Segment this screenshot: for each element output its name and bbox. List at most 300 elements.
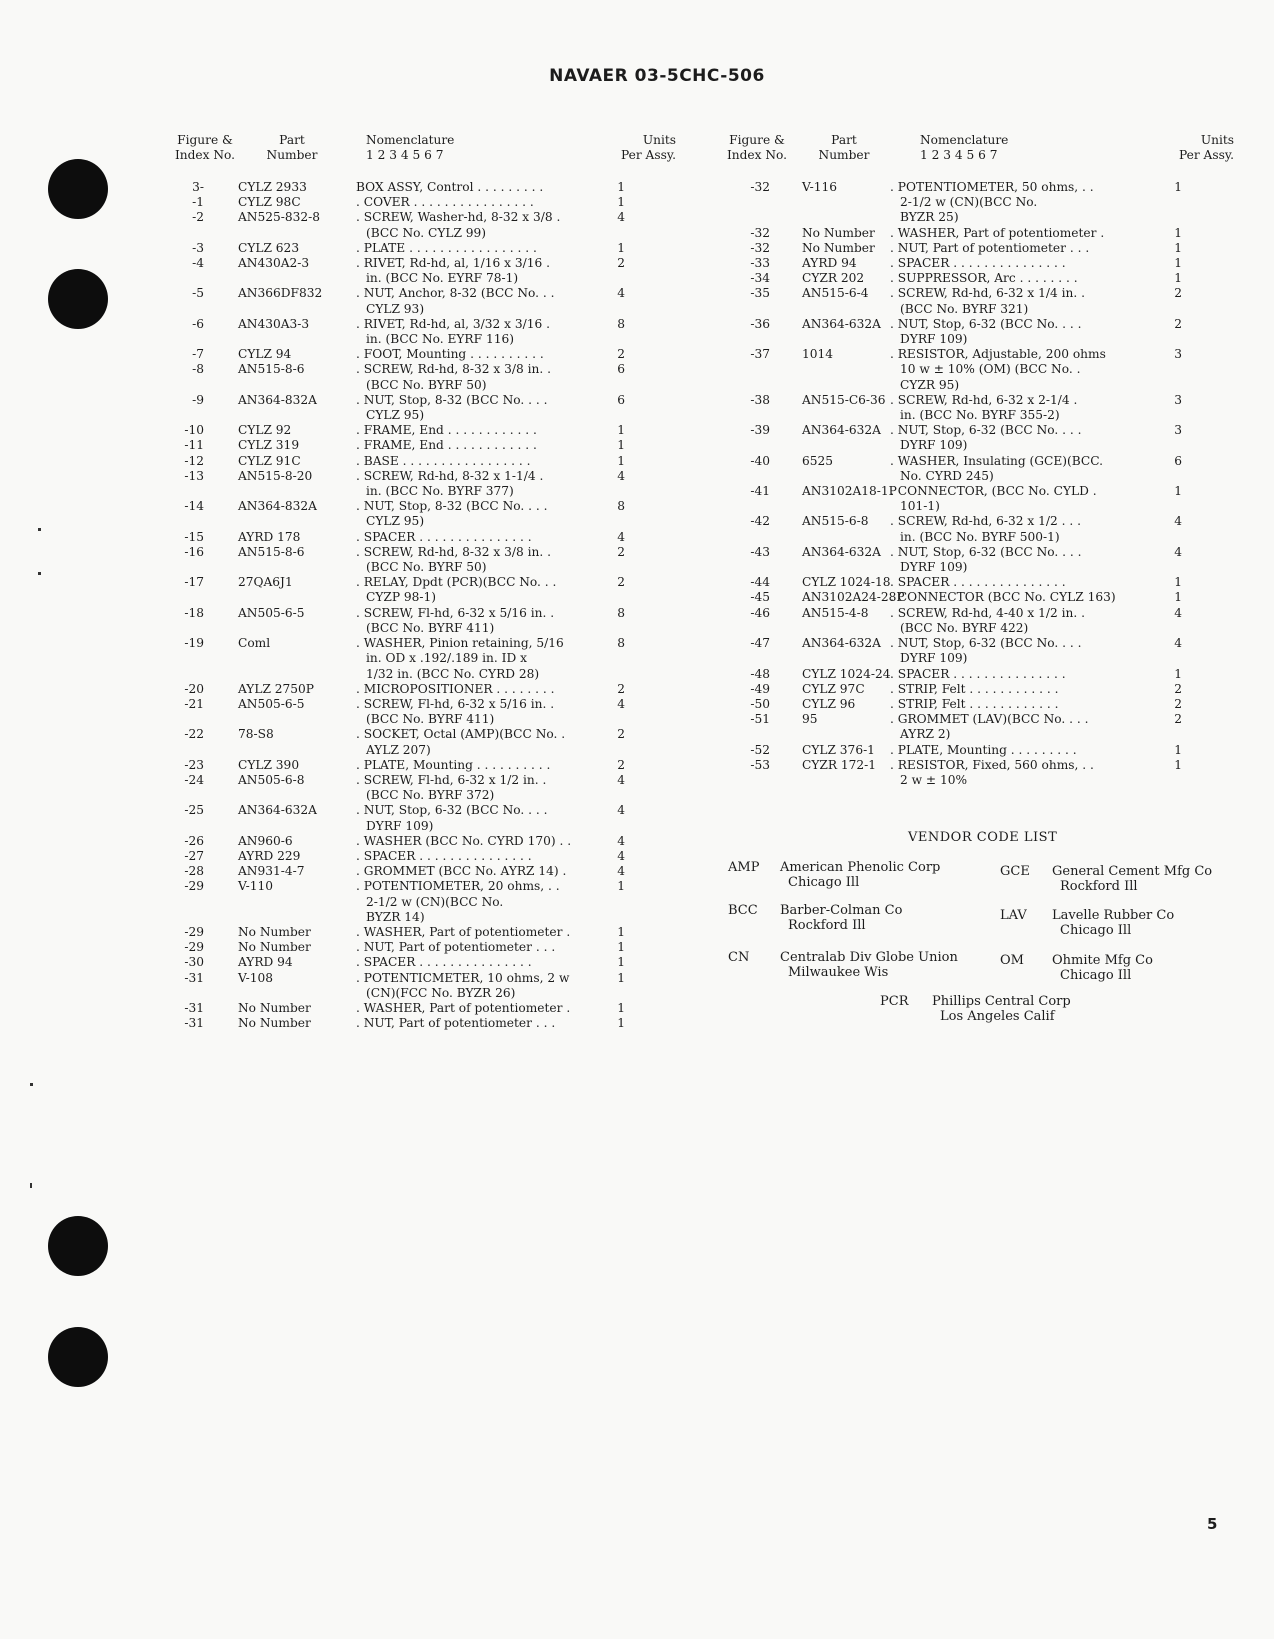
part-number: CYLZ 98C [238, 195, 301, 210]
nomenclature-line: . NUT, Stop, 6-32 (BCC No. . . . [356, 803, 548, 818]
units-per-assy: 1 [617, 423, 625, 438]
nomenclature-line: . WASHER, Part of potentiometer . [356, 924, 571, 939]
units-per-assy: 4 [1174, 605, 1182, 620]
part-number: CYLZ 319 [238, 438, 300, 453]
table-row [722, 636, 1232, 666]
part-number: CYLZ 623 [238, 240, 300, 255]
nomenclature-line: . WASHER (BCC No. CYRD 170) . . [356, 833, 572, 848]
vendor-name: General Cement Mfg Co [1052, 864, 1213, 879]
part-number: AN430A2-3 [238, 256, 310, 271]
nomenclature-line: . NUT, Part of potentiometer . . . [356, 1016, 556, 1031]
units-per-assy: 1 [617, 453, 625, 468]
table-row [170, 286, 680, 316]
nomenclature-line: . SCREW, Fl-hd, 6-32 x 5/16 in. . [356, 605, 555, 620]
units-per-assy: 3 [1174, 392, 1182, 407]
table-row [170, 773, 680, 803]
nomenclature [356, 1016, 596, 1031]
table-row [170, 530, 680, 545]
figure-index: -20 [184, 681, 204, 696]
vendor-code: BCC [728, 903, 758, 918]
nomenclature [356, 697, 596, 727]
part-number: AN430A3-3 [238, 316, 310, 331]
table-row [722, 712, 1232, 742]
table-row [722, 317, 1232, 347]
nomenclature-line: . WASHER, Part of potentiometer . [356, 1000, 571, 1015]
vendor-location: Chicago Ill [1060, 923, 1132, 938]
figure-index: -3 [192, 240, 204, 255]
nomenclature [356, 925, 596, 940]
page-number: 5 [1207, 1515, 1218, 1533]
nomenclature-line: . SCREW, Fl-hd, 6-32 x 1/2 in. . [356, 772, 547, 787]
nomenclature-line: . SCREW, Fl-hd, 6-32 x 5/16 in. . [356, 696, 555, 711]
nomenclature [356, 393, 596, 423]
figure-index: -41 [750, 484, 770, 499]
units-per-assy: 1 [1174, 742, 1182, 757]
figure-index: -30 [184, 955, 204, 970]
nomenclature-line: (BCC No. CYLZ 99) [366, 225, 487, 240]
units-per-assy: 4 [617, 848, 625, 863]
table-row [170, 879, 680, 925]
nomenclature-line: CYZP 98-1) [366, 590, 437, 605]
figure-index: -11 [184, 438, 204, 453]
nomenclature [890, 743, 1142, 758]
units-per-assy: 2 [1174, 681, 1182, 696]
units-per-assy: 8 [617, 499, 625, 514]
table-row [170, 575, 680, 605]
vendor-code: AMP [728, 860, 760, 875]
part-number: AN515-8-20 [238, 468, 313, 483]
nomenclature-line: (BCC No. BYRF 411) [366, 620, 495, 635]
nomenclature-line: . NUT, Stop, 6-32 (BCC No. . . . [890, 423, 1082, 438]
part-number: AN364-632A [802, 423, 881, 438]
figure-index: -45 [750, 590, 770, 605]
part-number: CYLZ 92 [238, 423, 292, 438]
nomenclature [890, 454, 1142, 484]
table-row [170, 438, 680, 453]
nomenclature-line: . WASHER, Part of potentiometer . [890, 225, 1105, 240]
table-row [170, 362, 680, 392]
nomenclature [356, 955, 596, 970]
nomenclature-line: . SCREW, Washer-hd, 8-32 x 3/8 . [356, 210, 561, 225]
parts-table-body [170, 180, 680, 1031]
vendor-name: Phillips Central Corp [932, 994, 1071, 1009]
vendor-code-list-title: VENDOR CODE LIST [908, 830, 1058, 845]
nomenclature-line: . POTENTICMETER, 10 ohms, 2 w [356, 970, 570, 985]
table-row [722, 393, 1232, 423]
nomenclature-line: . CONNECTOR (BCC No. CYLZ 163) [890, 590, 1116, 605]
nomenclature [890, 697, 1142, 712]
nomenclature-line: . SPACER . . . . . . . . . . . . . . . [890, 575, 1066, 590]
units-per-assy: 1 [617, 180, 625, 194]
units-per-assy: 6 [617, 392, 625, 407]
figure-index: -44 [750, 575, 770, 590]
part-number: CYLZ 376-1 [802, 742, 875, 757]
table-row [170, 849, 680, 864]
table-row [170, 423, 680, 438]
part-number: AN364-832A [238, 499, 317, 514]
nomenclature-line: DYRF 109) [900, 560, 968, 575]
nomenclature-line: . POTENTIOMETER, 50 ohms, . . [890, 180, 1094, 194]
nomenclature [356, 727, 596, 757]
table-row [170, 545, 680, 575]
units-per-assy: 8 [617, 636, 625, 651]
nomenclature-line: 2-1/2 w (CN)(BCC No. [900, 195, 1038, 210]
nomenclature [356, 879, 596, 925]
part-number: AN364-632A [802, 544, 881, 559]
nomenclature [890, 241, 1142, 256]
vendor-code: OM [1000, 953, 1024, 968]
nomenclature-line: . RESISTOR, Fixed, 560 ohms, . . [890, 757, 1094, 772]
nomenclature [890, 606, 1142, 636]
units-per-assy: 1 [1174, 256, 1182, 271]
part-number: V-116 [802, 180, 838, 194]
table-row [170, 971, 680, 1001]
nomenclature-line: DYRF 109) [900, 651, 968, 666]
units-per-assy: 2 [1174, 696, 1182, 711]
nomenclature [356, 286, 596, 316]
part-number: Coml [238, 636, 271, 651]
units-per-assy: 1 [617, 879, 625, 894]
column-headers [722, 133, 1232, 167]
table-row [170, 347, 680, 362]
units-per-assy: 2 [1174, 712, 1182, 727]
units-per-assy: 4 [1174, 636, 1182, 651]
nomenclature-line: in. (BCC No. BYRF 500-1) [900, 529, 1060, 544]
figure-index: -18 [184, 605, 204, 620]
part-number: AN364-632A [238, 803, 317, 818]
header-figure: Figure & Index No. [174, 133, 236, 163]
figure-index: -43 [750, 544, 770, 559]
figure-index: -12 [184, 453, 204, 468]
nomenclature-line: . SCREW, Rd-hd, 4-40 x 1/2 in. . [890, 605, 1085, 620]
table-row [170, 454, 680, 469]
nomenclature [890, 317, 1142, 347]
table-row [170, 758, 680, 773]
units-per-assy: 1 [617, 1016, 625, 1031]
figure-index: -5 [192, 286, 204, 301]
nomenclature-line: BYZR 25) [900, 210, 959, 225]
figure-index: -19 [184, 636, 204, 651]
part-number: AN366DF832 [238, 286, 323, 301]
vendor-name: Lavelle Rubber Co [1052, 908, 1175, 923]
nomenclature-line: . SCREW, Rd-hd, 6-32 x 2-1/4 . [890, 392, 1078, 407]
units-per-assy: 1 [617, 955, 625, 970]
figure-index: -1 [192, 195, 204, 210]
units-per-assy: 1 [1174, 590, 1182, 605]
part-number: No Number [802, 225, 875, 240]
nomenclature-line: . SCREW, Rd-hd, 8-32 x 3/8 in. . [356, 362, 551, 377]
part-number: CYLZ 97C [802, 681, 865, 696]
nomenclature-line: . NUT, Part of potentiometer . . . [890, 240, 1090, 255]
nomenclature [356, 773, 596, 803]
units-per-assy: 1 [617, 1000, 625, 1015]
part-number: AYLZ 2750P [238, 681, 315, 696]
units-per-assy: 8 [617, 316, 625, 331]
nomenclature-line: . SUPPRESSOR, Arc . . . . . . . . [890, 271, 1078, 286]
figure-index: -31 [184, 970, 204, 985]
nomenclature [356, 803, 596, 833]
part-number: No Number [238, 940, 311, 955]
table-row [722, 667, 1232, 682]
nomenclature-line: 101-1) [900, 499, 940, 514]
nomenclature-line: (BCC No. BYRF 422) [900, 620, 1029, 635]
table-row [722, 454, 1232, 484]
nomenclature [356, 575, 596, 605]
nomenclature-line: AYRZ 2) [900, 727, 951, 742]
parts-list-right [722, 133, 1232, 788]
part-number: AN931-4-7 [238, 864, 305, 879]
figure-index: -52 [750, 742, 770, 757]
vendor-entry [1000, 864, 1260, 898]
nomenclature [356, 940, 596, 955]
nomenclature [356, 758, 596, 773]
units-per-assy: 3 [1174, 423, 1182, 438]
nomenclature-line: DYRF 109) [366, 818, 434, 833]
units-per-assy: 1 [617, 195, 625, 210]
figure-index: -33 [750, 256, 770, 271]
part-number: AYRD 94 [802, 256, 857, 271]
nomenclature [356, 180, 596, 195]
header-nomenclature: Nomenclature 1 2 3 4 5 6 7 [366, 133, 455, 163]
units-per-assy: 4 [617, 529, 625, 544]
figure-index: -28 [184, 864, 204, 879]
nomenclature [890, 514, 1142, 544]
nomenclature [890, 575, 1142, 590]
vendor-entry [728, 903, 988, 937]
nomenclature [356, 530, 596, 545]
table-row [170, 727, 680, 757]
units-per-assy: 1 [1174, 666, 1182, 681]
part-number: AN515-C6-36 [802, 392, 886, 407]
nomenclature [356, 971, 596, 1001]
figure-index: -15 [184, 529, 204, 544]
nomenclature-line: . RIVET, Rd-hd, al, 1/16 x 3/16 . [356, 256, 551, 271]
part-number: CYLZ 96 [802, 696, 856, 711]
nomenclature [890, 667, 1142, 682]
nomenclature [356, 454, 596, 469]
units-per-assy: 1 [1174, 757, 1182, 772]
table-row [170, 864, 680, 879]
figure-index: -9 [192, 392, 204, 407]
nomenclature-line: CYLZ 95) [366, 408, 425, 423]
table-row [170, 256, 680, 286]
table-row [170, 803, 680, 833]
part-number: AN515-8-6 [238, 544, 305, 559]
nomenclature-line: (BCC No. BYRF 50) [366, 377, 487, 392]
figure-index: -32 [750, 240, 770, 255]
nomenclature-line: . WASHER, Pinion retaining, 5/16 [356, 636, 564, 651]
figure-index: -25 [184, 803, 204, 818]
part-number: AN3102A24-28P [802, 590, 905, 605]
nomenclature-line: (BCC No. BYRF 50) [366, 560, 487, 575]
figure-index: -29 [184, 924, 204, 939]
nomenclature-line: . SPACER . . . . . . . . . . . . . . . [356, 848, 532, 863]
units-per-assy: 1 [617, 438, 625, 453]
nomenclature-line: BOX ASSY, Control . . . . . . . . . [356, 180, 544, 194]
figure-index: -7 [192, 347, 204, 362]
vendor-name: American Phenolic Corp [780, 860, 941, 875]
nomenclature-line: (BCC No. BYRF 411) [366, 712, 495, 727]
table-row [170, 940, 680, 955]
nomenclature-line: . NUT, Stop, 6-32 (BCC No. . . . [890, 636, 1082, 651]
nomenclature [356, 347, 596, 362]
table-row [170, 834, 680, 849]
nomenclature-line: . PLATE . . . . . . . . . . . . . . . . . [356, 240, 537, 255]
part-number: No Number [238, 1016, 311, 1031]
nomenclature [356, 241, 596, 256]
figure-index: -2 [192, 210, 204, 225]
nomenclature-line: . FRAME, End . . . . . . . . . . . . [356, 438, 537, 453]
nomenclature [356, 636, 596, 682]
vendor-entry [1000, 953, 1260, 987]
figure-index: -31 [184, 1000, 204, 1015]
nomenclature-line: . PLATE, Mounting . . . . . . . . . [890, 742, 1077, 757]
nomenclature-line: DYRF 109) [900, 438, 968, 453]
nomenclature [890, 590, 1142, 605]
nomenclature [890, 636, 1142, 666]
header-nomenclature: Nomenclature 1 2 3 4 5 6 7 [920, 133, 1009, 163]
part-number: 6525 [802, 453, 834, 468]
figure-index: -29 [184, 879, 204, 894]
figure-index: -13 [184, 468, 204, 483]
vendor-name: Centralab Div Globe Union [780, 950, 958, 965]
nomenclature [890, 286, 1142, 316]
units-per-assy: 1 [1174, 484, 1182, 499]
nomenclature [890, 758, 1142, 788]
table-row [722, 423, 1232, 453]
table-row [722, 271, 1232, 286]
part-number: CYZR 172-1 [802, 757, 877, 772]
vendor-code: LAV [1000, 908, 1027, 923]
units-per-assy: 1 [617, 924, 625, 939]
vendor-location: Milwaukee Wis [788, 965, 889, 980]
units-per-assy: 6 [617, 362, 625, 377]
binder-hole-bottom [48, 1327, 108, 1387]
part-number: No Number [238, 924, 311, 939]
nomenclature-line: . GROMMET (BCC No. AYRZ 14) . [356, 864, 567, 879]
units-per-assy: 1 [617, 240, 625, 255]
nomenclature-line: . PLATE, Mounting . . . . . . . . . . [356, 757, 551, 772]
nomenclature-line: . SPACER . . . . . . . . . . . . . . . [890, 256, 1066, 271]
part-number: AN525-832-8 [238, 210, 320, 225]
nomenclature-line: . FRAME, End . . . . . . . . . . . . [356, 423, 537, 438]
table-row [722, 180, 1232, 226]
nomenclature-line: (BCC No. BYRF 321) [900, 301, 1029, 316]
nomenclature [356, 210, 596, 240]
table-row [722, 256, 1232, 271]
units-per-assy: 2 [1174, 286, 1182, 301]
nomenclature [890, 393, 1142, 423]
part-number: V-108 [238, 970, 274, 985]
nomenclature-line: . SCREW, Rd-hd, 6-32 x 1/2 . . . [890, 514, 1081, 529]
nomenclature-line: . RESISTOR, Adjustable, 200 ohms [890, 347, 1106, 362]
nomenclature [890, 347, 1142, 393]
figure-index: -50 [750, 696, 770, 711]
units-per-assy: 2 [617, 727, 625, 742]
nomenclature-line: 1/32 in. (BCC No. CYRD 28) [366, 666, 540, 681]
figure-index: -10 [184, 423, 204, 438]
part-number: No Number [238, 1000, 311, 1015]
part-number: AN364-632A [802, 636, 881, 651]
table-row [170, 499, 680, 529]
part-number: AYRD 94 [238, 955, 293, 970]
speck [38, 572, 41, 575]
table-row [170, 210, 680, 240]
figure-index: -46 [750, 605, 770, 620]
vendor-name: Ohmite Mfg Co [1052, 953, 1153, 968]
figure-index: -17 [184, 575, 204, 590]
table-row [722, 226, 1232, 241]
nomenclature [356, 438, 596, 453]
document-title: NAVAER 03-5CHC-506 [549, 66, 765, 86]
part-number: No Number [802, 240, 875, 255]
table-row [170, 195, 680, 210]
part-number: CYZR 202 [802, 271, 865, 286]
part-number: AN515-6-8 [802, 514, 869, 529]
units-per-assy: 4 [617, 468, 625, 483]
units-per-assy: 4 [617, 286, 625, 301]
part-number: AN515-4-8 [802, 605, 869, 620]
nomenclature [890, 484, 1142, 514]
figure-index: -31 [184, 1016, 204, 1031]
units-per-assy: 2 [617, 757, 625, 772]
nomenclature-line: . BASE . . . . . . . . . . . . . . . . . [356, 453, 531, 468]
figure-index: -47 [750, 636, 770, 651]
figure-index: 3- [192, 180, 204, 194]
nomenclature-line: . FOOT, Mounting . . . . . . . . . . [356, 347, 544, 362]
units-per-assy: 1 [617, 940, 625, 955]
part-number: CYLZ 1024-18 [802, 575, 891, 590]
figure-index: -40 [750, 453, 770, 468]
part-number: V-110 [238, 879, 274, 894]
units-per-assy: 1 [1174, 271, 1182, 286]
figure-index: -6 [192, 316, 204, 331]
nomenclature [356, 1001, 596, 1016]
units-per-assy: 2 [617, 347, 625, 362]
figure-index: -36 [750, 316, 770, 331]
table-row [722, 575, 1232, 590]
nomenclature-line: . SCREW, Rd-hd, 8-32 x 3/8 in. . [356, 544, 551, 559]
nomenclature-line: . NUT, Part of potentiometer . . . [356, 940, 556, 955]
figure-index: -26 [184, 833, 204, 848]
binder-hole-lower [48, 1216, 108, 1276]
nomenclature-line: . NUT, Stop, 8-32 (BCC No. . . . [356, 499, 548, 514]
vendor-code: CN [728, 950, 750, 965]
binder-hole-upper [48, 269, 108, 329]
nomenclature-line: . POTENTIOMETER, 20 ohms, . . [356, 879, 560, 894]
nomenclature-line: . NUT, Stop, 6-32 (BCC No. . . . [890, 544, 1082, 559]
table-row [722, 758, 1232, 788]
nomenclature [890, 256, 1142, 271]
column-headers [170, 133, 680, 167]
units-per-assy: 2 [617, 256, 625, 271]
figure-index: -32 [750, 180, 770, 194]
figure-index: -53 [750, 757, 770, 772]
table-row [722, 606, 1232, 636]
units-per-assy: 1 [1174, 225, 1182, 240]
part-number: AN515-6-4 [802, 286, 869, 301]
part-number: CYLZ 94 [238, 347, 292, 362]
units-per-assy: 4 [617, 210, 625, 225]
figure-index: -21 [184, 696, 204, 711]
nomenclature-line: . NUT, Stop, 6-32 (BCC No. . . . [890, 316, 1082, 331]
nomenclature-line: . SCREW, Rd-hd, 6-32 x 1/4 in. . [890, 286, 1085, 301]
vendor-location: Los Angeles Calif [940, 1009, 1055, 1024]
table-row [170, 393, 680, 423]
part-number: 95 [802, 712, 818, 727]
nomenclature [356, 849, 596, 864]
part-number: 27QA6J1 [238, 575, 293, 590]
